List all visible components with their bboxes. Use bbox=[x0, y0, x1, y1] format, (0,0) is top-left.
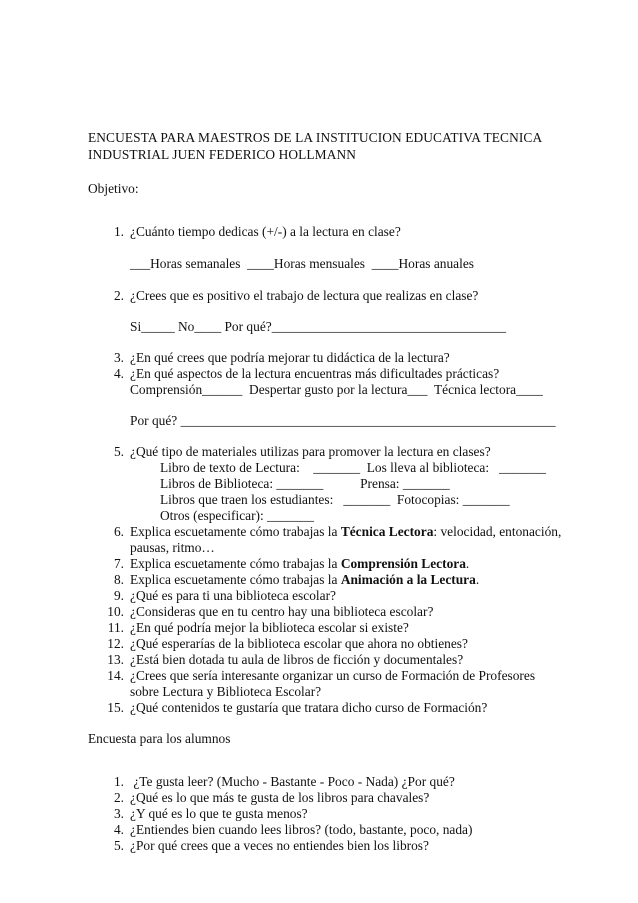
bold-term: Comprensión Lectora bbox=[340, 556, 466, 571]
text-segment: Explica escuetamente cómo trabajas la bbox=[130, 572, 341, 587]
teacher-item-number: 5. bbox=[113, 444, 124, 459]
student-item-number: 4. bbox=[113, 822, 124, 837]
teacher-item-number: 3. bbox=[113, 350, 124, 365]
teacher-item-number: 15. bbox=[107, 700, 124, 715]
teacher-item-number: 8. bbox=[113, 572, 124, 587]
teacher-item-number: 7. bbox=[113, 556, 124, 571]
teacher-item-number: 4. bbox=[113, 366, 124, 381]
teacher-item-text: ¿Qué tipo de materiales utilizas para promover la lectura en clases? bbox=[130, 444, 491, 459]
student-item-text: ¿Y qué es lo que te gusta menos? bbox=[130, 806, 308, 821]
item5-option-line: Libros que traen los estudiantes: _______ Fotocopias: _______ bbox=[160, 492, 510, 507]
bold-term: Animación a la Lectura bbox=[340, 572, 476, 587]
teacher-item-text: ¿Crees que sería interesante organizar un curso de Formación de Profesores bbox=[130, 668, 536, 683]
teacher-item-number: 2. bbox=[113, 288, 124, 303]
text-segment: : velocidad, entonación, bbox=[433, 524, 562, 539]
item2-answer-line: Si_____ No____ Por qué?___________________________________ bbox=[130, 319, 507, 334]
objective-label: Objetivo: bbox=[88, 181, 139, 196]
text-segment: Explica escuetamente cómo trabajas la bbox=[130, 524, 341, 539]
teacher-item-text: ¿Está bien dotada tu aula de libros de ficción y documentales? bbox=[130, 652, 464, 667]
teacher-item-number: 11. bbox=[107, 620, 124, 635]
teacher-item-text: ¿Consideras que en tu centro hay una biblioteca escolar? bbox=[130, 604, 434, 619]
item1-answer-line: ___Horas semanales ____Horas mensuales ____Horas anuales bbox=[130, 256, 474, 271]
teacher-item-text: ¿Crees que es positivo el trabajo de lectura que realizas en clase? bbox=[130, 288, 479, 303]
teacher-item-number: 14. bbox=[107, 668, 124, 683]
text-segment: Explica escuetamente cómo trabajas la bbox=[130, 556, 341, 571]
teacher-item-number: 10. bbox=[107, 604, 124, 619]
student-item-number: 3. bbox=[113, 806, 124, 821]
item4-why-line: Por qué? ________________________________________________________ bbox=[130, 413, 556, 428]
student-item-number: 5. bbox=[113, 838, 124, 853]
item4-answer-line: Comprensión______ Despertar gusto por la lectura___ Técnica lectora____ bbox=[130, 382, 543, 397]
students-heading: Encuesta para los alumnos bbox=[88, 731, 231, 746]
student-item-number: 2. bbox=[113, 790, 124, 805]
teacher-item-text bbox=[130, 556, 469, 572]
student-item-text: ¿Qué es lo que más te gusta de los libros para chavales? bbox=[130, 790, 430, 805]
teacher-item-number: 6. bbox=[113, 524, 124, 539]
teacher-item-number: 1. bbox=[113, 224, 124, 239]
item5-option-line: Otros (especificar): _______ bbox=[160, 508, 314, 523]
text-segment: . bbox=[465, 556, 470, 571]
teacher-item-number: 13. bbox=[107, 652, 124, 667]
bold-term: Técnica Lectora bbox=[340, 524, 434, 539]
teacher-item-number: 9. bbox=[113, 588, 124, 603]
teacher-item-text: ¿En qué crees que podría mejorar tu didáctica de la lectura? bbox=[130, 350, 450, 365]
teacher-item-text: ¿En qué aspectos de la lectura encuentras más dificultades prácticas? bbox=[130, 366, 500, 381]
teacher-item-text: ¿Qué es para ti una biblioteca escolar? bbox=[130, 588, 336, 603]
teacher-item-text: ¿Qué contenidos te gustaría que tratara dicho curso de Formación? bbox=[130, 700, 488, 715]
teacher-item-text: ¿En qué podría mejor la biblioteca escolar si existe? bbox=[130, 620, 409, 635]
teacher-item-text bbox=[130, 524, 561, 540]
student-item-text: ¿Te gusta leer? (Mucho - Bastante - Poco - Nada) ¿Por qué? bbox=[130, 774, 455, 789]
teacher-item-text: ¿Qué esperarías de la biblioteca escolar que ahora no obtienes? bbox=[130, 636, 468, 651]
teacher-item-number: 12. bbox=[107, 636, 124, 651]
item5-option-line: Libro de texto de Lectura: _______ Los lleva al biblioteca: _______ bbox=[160, 460, 546, 475]
title-line-2: INDUSTRIAL JUEN FEDERICO HOLLMANN bbox=[88, 147, 356, 162]
teacher-item-text: ¿Cuánto tiempo dedicas (+/-) a la lectura en clase? bbox=[130, 224, 401, 239]
teacher-item-continuation: pausas, ritmo… bbox=[130, 540, 215, 555]
student-item-text: ¿Por qué crees que a veces no entiendes bien los libros? bbox=[130, 838, 429, 853]
text-segment: . bbox=[475, 572, 480, 587]
title-line-1: ENCUESTA PARA MAESTROS DE LA INSTITUCION EDUCATIVA TECNICA bbox=[88, 130, 543, 145]
student-item-text: ¿Entiendes bien cuando lees libros? (todo, bastante, poco, nada) bbox=[130, 822, 473, 837]
item5-option-line: Libros de Biblioteca: _______ Prensa: _______ bbox=[160, 476, 450, 491]
teacher-item-text bbox=[130, 572, 479, 588]
teacher-item-continuation: sobre Lectura y Biblioteca Escolar? bbox=[130, 684, 322, 699]
student-item-number: 1. bbox=[113, 774, 124, 789]
